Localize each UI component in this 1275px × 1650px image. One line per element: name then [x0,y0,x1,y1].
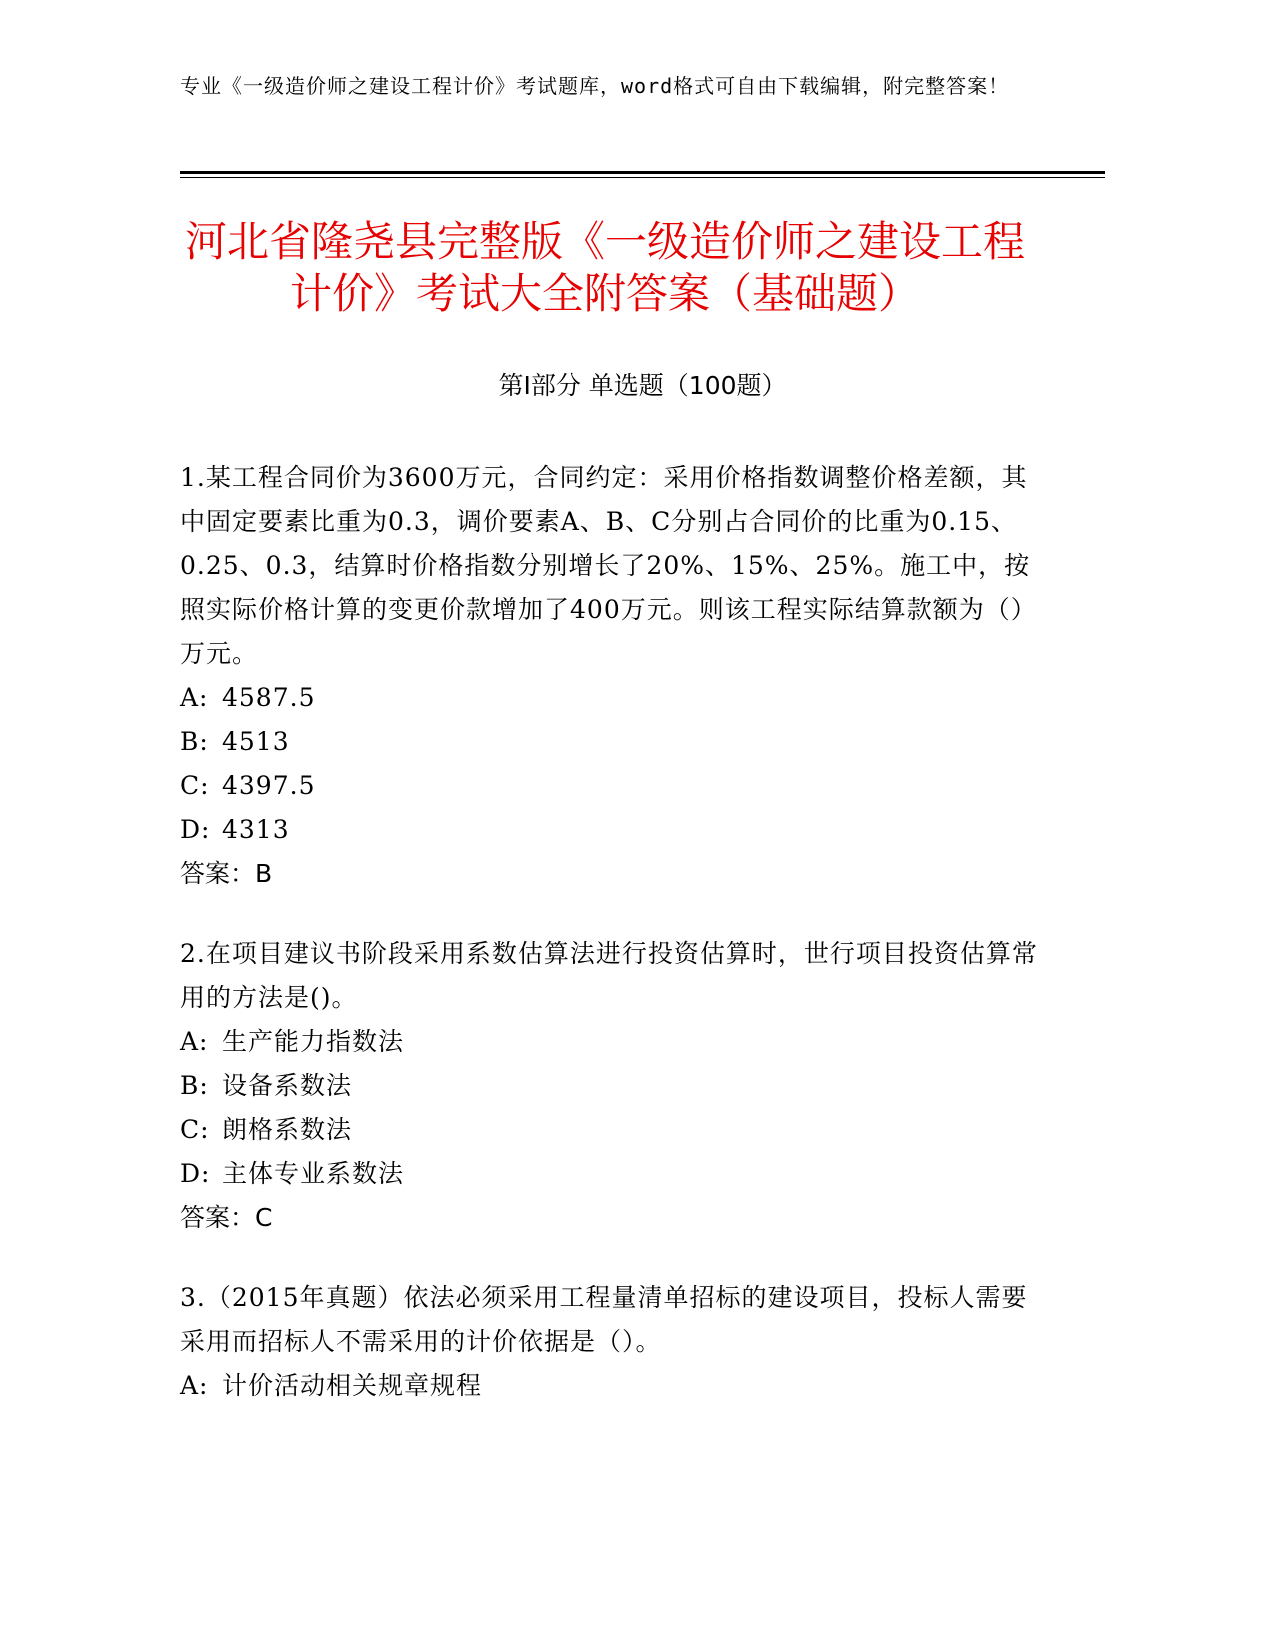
answer-line: 答案：B [180,859,273,888]
option-key: B: [180,727,209,756]
option-c [180,1108,1040,1152]
question-list [180,456,1040,1444]
option-d [180,1152,1040,1196]
option-text: 4397.5 [222,771,316,800]
option-text: 朗格系数法 [222,1115,353,1144]
option-key: C: [180,1115,210,1144]
option-key: B: [180,1071,209,1100]
option-key: C: [180,771,210,800]
question-stem: 2.在项目建议书阶段采用系数估算法进行投资估算时，世行项目投资估算常用的方法是()。 [180,939,1038,1012]
question-2 [180,932,1040,1240]
question-3 [180,1276,1040,1408]
option-key: D: [180,1159,211,1188]
option-a [180,676,1040,720]
header-note: 专业《一级造价师之建设工程计价》考试题库，word格式可自由下载编辑，附完整答案！ [180,74,1010,98]
option-b [180,720,1040,764]
section-heading: 第Ⅰ部分 单选题（100题） [498,371,787,400]
option-text: 设备系数法 [222,1071,353,1100]
option-a [180,1364,1040,1408]
option-key: A: [180,1027,209,1056]
option-b [180,1064,1040,1108]
answer-line: 答案：C [180,1203,273,1232]
question-1 [180,456,1040,896]
header-divider-thick [180,171,1105,174]
header-divider-thin [180,177,1105,178]
option-a [180,1020,1040,1064]
option-key: A: [180,683,209,712]
option-text: 主体专业系数法 [222,1159,405,1188]
option-d [180,808,1040,852]
option-text: 4313 [222,815,290,844]
option-key: A: [180,1371,209,1400]
option-text: 4513 [222,727,290,756]
option-key: D: [180,815,211,844]
question-stem: 1.某工程合同价为3600万元，合同约定：采用价格指数调整价格差额，其中固定要素比重为0.3，调价要素A、B、C分别占合同价的比重为0.15、0.25、0.3，结算时价格指数分别增长了20%、15%、25%。施工中，按照实际价格计算的变更价款增加了400万元。则该工程实际结算款额为（）万元。 [180,463,1037,668]
option-text: 4587.5 [222,683,316,712]
question-stem: 3.（2015年真题）依法必须采用工程量清单招标的建设项目，投标人需要采用而招标人不需采用的计价依据是（）。 [180,1283,1028,1356]
document-title: 河北省隆尧县完整版《一级造价师之建设工程计价》考试大全附答案（基础题） [184,217,1025,318]
option-c [180,764,1040,808]
option-text: 生产能力指数法 [222,1027,405,1056]
option-text: 计价活动相关规章规程 [222,1371,483,1400]
